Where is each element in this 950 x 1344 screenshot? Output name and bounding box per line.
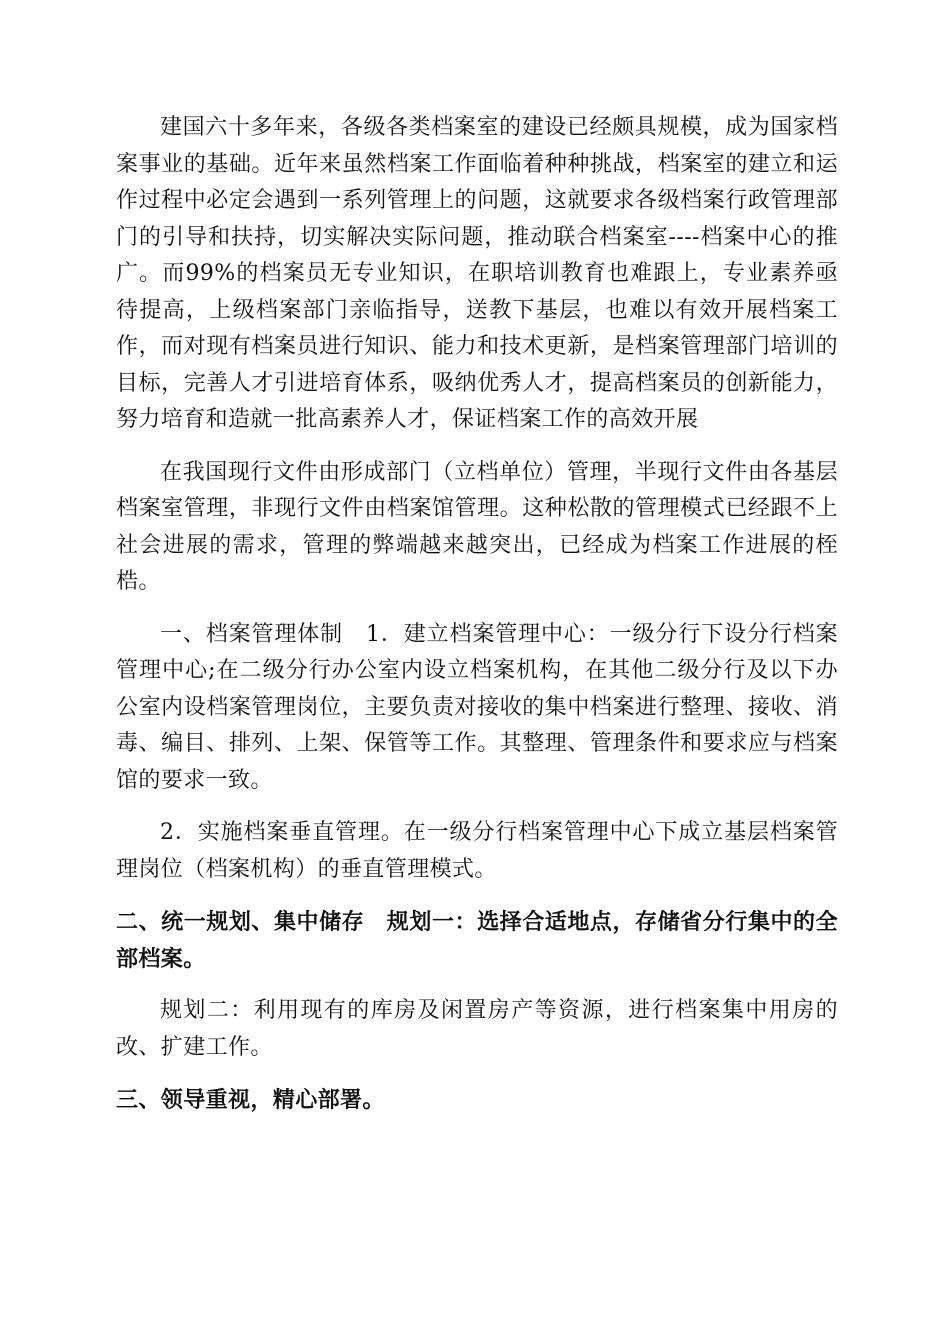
paragraph-intro: 建国六十多年来，各级各类档案室的建设已经颇具规模，成为国家档案事业的基础。近年来虽然档案工作面临着种种挑战，档案室的建立和运作过程中必定会遇到一系列管理上的问题，这就要求各级档案行政管理部门的引导和扶持，切实解决实际问题，推动联合档案室----档案中心的推广。而99%的档案员无专业知识，在职培训教育也难跟上，专业素养亟待提高，上级档案部门亲临指导，送教下基层，也难以有效开展档案工作，而对现有档案员进行知识、能力和技术更新，是档案管理部门培训的目标，完善人才引进培育体系，吸纳优秀人才，提高档案员的创新能力，努力培育和造就一批高素养人才，保证档案工作的高效开展	[116, 115, 838, 432]
document-body	[116, 110, 838, 1135]
heading-section-three: 三、领导重视，精心部署。	[116, 1087, 385, 1113]
paragraph-vertical-management: 2．实施档案垂直管理。在一级分行档案管理中心下成立基层档案管理岗位（档案机构）的垂直管理模式。	[116, 820, 838, 882]
paragraph-section-one: 一、档案管理体制 1．建立档案管理中心：一级分行下设分行档案管理中心;在二级分行办公室内设立档案机构，在其他二级分行及以下办公室内设档案管理岗位，主要负责对接收的集中档案进行整理、接收、消毒、编目、排列、上架、保管等工作。其整理、管理条件和要求应与档案馆的要求一致。	[116, 621, 838, 793]
heading-section-two: 二、统一规划、集中储存 规划一：选择合适地点，存储省分行集中的全部档案。	[116, 909, 838, 972]
paragraph-plan-two: 规划二：利用现有的库房及闲置房产等资源，进行档案集中用房的改、扩建工作。	[116, 998, 838, 1060]
paragraph-management-mode: 在我国现行文件由形成部门（立档单位）管理，半现行文件由各基层档案室管理，非现行文件由档案馆管理。这种松散的管理模式已经跟不上社会进展的需求，管理的弊端越来越突出，已经成为档案工作进展的桎梏。	[116, 459, 838, 594]
